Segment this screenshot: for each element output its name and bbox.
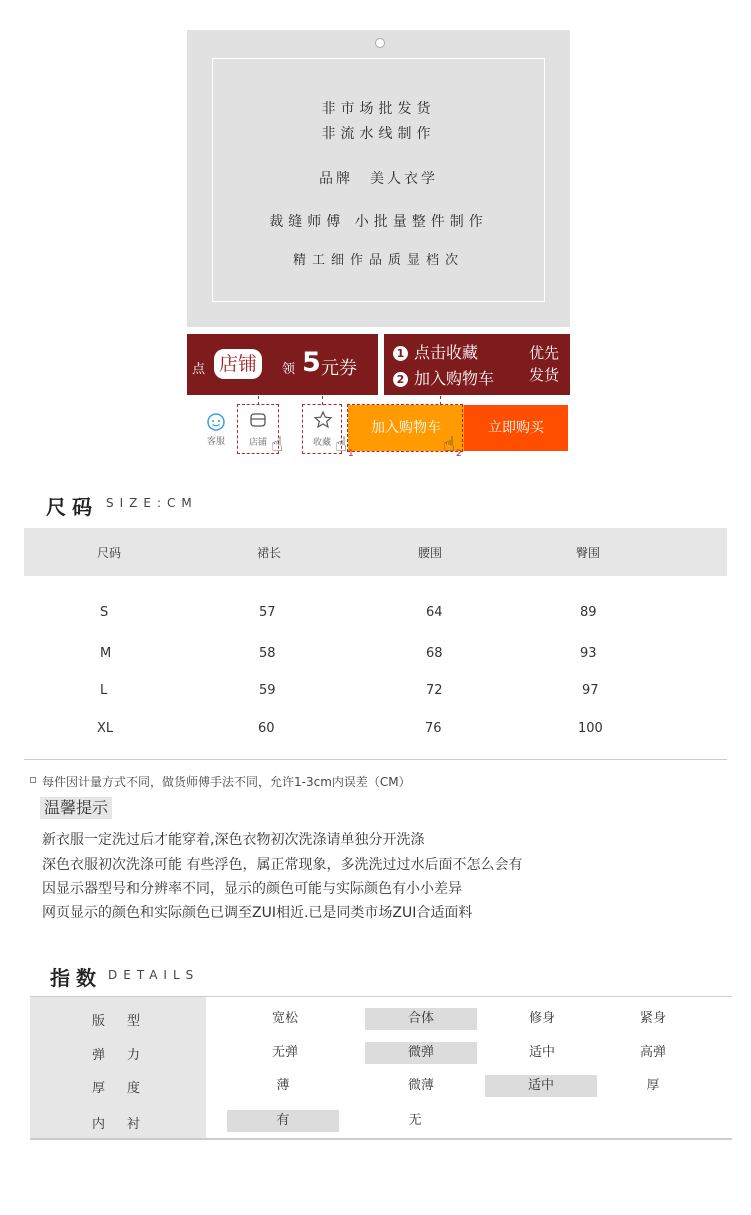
detail-option: 适中 (528, 1045, 555, 1060)
size-col-header: 腰围 (418, 546, 443, 560)
size-cell: 89 (580, 605, 597, 620)
divider (30, 1138, 732, 1140)
size-cell: 58 (259, 646, 276, 661)
tag-line-1: 非市场批发货 (321, 101, 436, 117)
tips-title: 温馨提示 (40, 797, 112, 819)
coupon-shop-label: 店铺 (214, 349, 262, 379)
buy-now-button[interactable]: 立即购买 (464, 405, 568, 451)
shop-icon (248, 411, 268, 429)
step-number-badge: 2 (393, 372, 408, 387)
divider (24, 759, 727, 760)
detail-option-selected: 微弹 (365, 1042, 477, 1064)
tag-hole (375, 38, 385, 48)
shop-label: 店铺 (248, 438, 267, 448)
fav-right-2: 发货 (529, 366, 560, 384)
size-table-row (24, 646, 727, 666)
favorite-label: 收藏 (312, 438, 331, 448)
fav-right-1: 优先 (529, 344, 560, 362)
size-table-row (24, 605, 727, 625)
size-col-header: 裙长 (257, 546, 282, 560)
hand-step-number: 1 (348, 449, 354, 459)
size-table-header (24, 528, 727, 576)
detail-label: 厚度 (92, 1081, 163, 1096)
pointing-hand-icon: ☝ (271, 432, 284, 456)
tip-line: 网页显示的颜色和实际颜色已调至ZUI相近.已是同类市场ZUI合适面料 (42, 905, 473, 921)
fav-step-1 (393, 340, 478, 363)
detail-option-selected: 有 (227, 1110, 339, 1132)
hand-step-number: 2 (456, 449, 462, 459)
pointing-hand-icon: ☝ (443, 432, 456, 456)
add-to-cart-button[interactable]: 加入购物车 (348, 405, 464, 451)
coupon-unit: 元券 (321, 358, 357, 379)
size-cell: 72 (426, 683, 443, 698)
detail-option-selected: 适中 (485, 1075, 597, 1097)
detail-option-selected: 合体 (365, 1008, 477, 1030)
size-col-header: 臀围 (576, 546, 601, 560)
size-table-row (24, 683, 727, 703)
size-cell: 59 (259, 683, 276, 698)
fav-step-1-label: 点击收藏 (414, 343, 479, 362)
detail-option: 无弹 (271, 1045, 298, 1060)
size-cell: 97 (582, 683, 599, 698)
detail-option: 修身 (528, 1011, 555, 1026)
size-cell: 93 (580, 646, 597, 661)
size-cell: 100 (578, 721, 603, 736)
measurement-note: 每件因计量方式不同，做货师傅手法不同，允许1-3cm内误差（CM） (42, 775, 411, 789)
size-cell: 68 (426, 646, 443, 661)
fav-step-2 (393, 366, 494, 389)
size-cell: 64 (426, 605, 443, 620)
bullet-square-icon (30, 777, 36, 783)
detail-label: 内衬 (92, 1117, 163, 1132)
tag-line-2: 非流水线制作 (321, 126, 436, 142)
detail-option: 紧身 (639, 1011, 666, 1026)
detail-option: 微薄 (407, 1078, 434, 1093)
coupon-get-label: 领 (282, 362, 296, 377)
step-number-badge: 1 (393, 346, 408, 361)
favorite-promo-banner[interactable] (384, 334, 570, 395)
pointing-hand-icon: ☝ (335, 432, 348, 456)
size-section-title: 尺码 (46, 495, 98, 519)
size-cell: L (100, 683, 108, 698)
size-section-subtitle: SIZE:CM (106, 496, 198, 510)
size-cell: M (100, 646, 112, 661)
tag-line-4: 裁缝师傅 小批量整件制作 (269, 214, 488, 230)
details-section-subtitle: DETAILS (108, 968, 200, 982)
size-cell: XL (97, 721, 114, 736)
star-icon (313, 410, 333, 430)
size-cell: S (100, 605, 109, 620)
size-cell: 57 (259, 605, 276, 620)
size-table-row (24, 721, 727, 741)
detail-label: 版型 (92, 1014, 163, 1029)
brand-tag-card (187, 30, 570, 327)
detail-label: 弹力 (92, 1048, 163, 1063)
size-cell: 76 (425, 721, 442, 736)
tag-line-3: 品牌 美人衣学 (319, 171, 438, 187)
detail-option: 厚 (646, 1078, 660, 1093)
detail-option: 薄 (276, 1078, 290, 1093)
detail-option: 无 (408, 1113, 422, 1128)
coupon-prefix: 点 (192, 362, 206, 377)
shop-coupon-banner[interactable] (187, 334, 378, 395)
tip-line: 因显示器型号和分辨率不同，显示的颜色可能与实际颜色有小小差异 (42, 881, 462, 897)
size-col-header: 尺码 (97, 546, 122, 560)
size-cell: 60 (258, 721, 275, 736)
service-icon[interactable] (205, 411, 227, 433)
tip-line: 新衣服一定洗过后才能穿着,深色衣物初次洗涤请单独分开洗涤 (42, 832, 425, 848)
coupon-amount: 5 (302, 347, 321, 378)
fav-step-2-label: 加入购物车 (414, 369, 495, 388)
tag-line-5: 精工细作品质显档次 (292, 253, 464, 268)
detail-option: 高弹 (639, 1045, 666, 1060)
detail-option: 宽松 (271, 1011, 298, 1026)
details-section-title: 指数 (50, 966, 102, 990)
service-label: 客服 (206, 437, 225, 447)
tip-line: 深色衣服初次洗涤可能 有些浮色，属正常现象，多洗洗过过水后面不怎么会有 (42, 857, 523, 873)
